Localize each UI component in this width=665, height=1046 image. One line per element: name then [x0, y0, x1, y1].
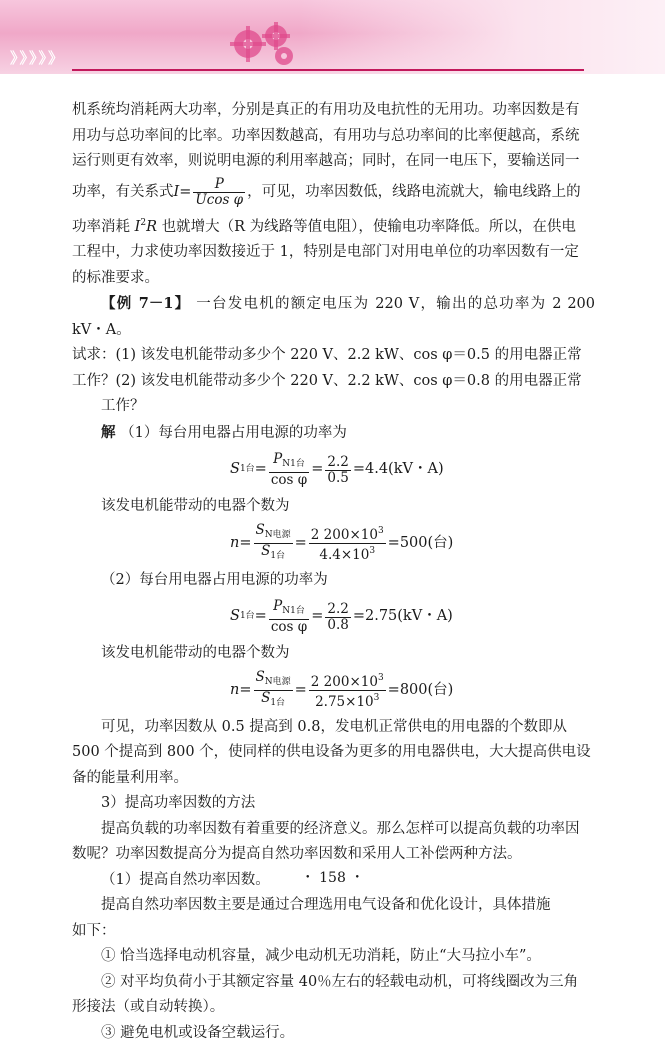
header-chevrons: 》》》》》	[10, 47, 65, 68]
fraction-numerator	[269, 599, 309, 620]
list-item-continued: 形接法（或自动转换）。	[72, 995, 595, 1021]
symbol: S	[256, 669, 265, 685]
fraction-denominator: cos φ	[269, 620, 309, 635]
paragraph-line-with-formula	[72, 175, 595, 211]
formula-4: n = $\frac{S_{N电源}}{S_{1台}}$ = $\frac{2 200\times 10^3}{2.75\times 10^3}$ =800(台)	[72, 667, 595, 715]
symbol: P	[273, 451, 282, 467]
solution-step	[72, 420, 595, 447]
formula-result: =800(台)	[388, 678, 454, 704]
symbol: S	[261, 690, 270, 706]
value: 4.4×10	[319, 547, 369, 563]
example-label: 【例 7－1】	[101, 295, 190, 312]
fraction	[309, 671, 386, 710]
paragraph-line: 该发电机能带动的电器个数为	[72, 641, 595, 667]
current-symbol: I	[135, 219, 141, 235]
superscript: 3	[369, 546, 375, 556]
header-band-fade	[300, 0, 665, 74]
fraction	[269, 452, 309, 488]
text: （1）每台用电器占用电源的功率为	[120, 425, 347, 441]
formula-lhs: n	[230, 678, 239, 704]
subscript: 1台	[240, 457, 255, 483]
subscript: 1台	[240, 604, 255, 630]
current-fraction	[193, 177, 245, 208]
fraction-numerator	[309, 524, 386, 544]
fraction-numerator: P	[193, 177, 245, 193]
formula-lhs: n	[230, 531, 239, 557]
fraction-numerator	[309, 671, 386, 691]
fraction-numerator	[269, 452, 309, 473]
paragraph-line: 用功与总功率间的比率。功率因数越高，有用功与总功率间的比率便越高，系统	[72, 124, 595, 150]
paragraph-line: 运行则更有效率，则说明电源的利用率越高；同时，在同一电压下，要输送同一	[72, 149, 595, 175]
value: 2.75×10	[315, 694, 374, 710]
fraction-denominator	[254, 544, 293, 564]
fraction-denominator: cos φ	[269, 473, 309, 488]
current-symbol: I	[174, 180, 180, 206]
symbol: S	[256, 522, 265, 538]
subscript: 1台	[270, 551, 285, 561]
fraction-numerator	[254, 523, 293, 544]
section-heading: 3）提高功率因数的方法	[72, 791, 595, 817]
superscript: 3	[378, 673, 384, 683]
subscript: N1台	[282, 606, 305, 616]
fraction-denominator	[309, 691, 386, 710]
paragraph-line: 机系统均消耗两大功率，分别是真正的有用功及电抗性的无用功。功率因数是有	[72, 98, 595, 124]
formula-3: S 1台 = $\frac{P_{N1台}}{\text{cos φ}}$ = $\frac{2.2}{0.8}$ =2.75(kV・A)	[72, 593, 595, 641]
solution-label: 解	[101, 424, 116, 441]
subscript: N1台	[282, 459, 305, 469]
paragraph-line: 提高自然功率因数主要是通过合理选用电气设备和优化设计，具体措施	[72, 893, 595, 919]
text: 功率，有关系式	[72, 180, 174, 206]
page-number: ・ 158 ・	[0, 867, 665, 887]
fraction-denominator	[254, 691, 293, 711]
fraction	[254, 523, 293, 564]
list-heading: （1）提高自然功率因数。	[72, 868, 595, 894]
paragraph-line: 的标准要求。	[72, 266, 595, 292]
formula-result: =4.4(kV・A)	[353, 457, 444, 483]
text: 也就增大（R 为线路等值电阻），使输电功率降低。所以，在供电	[157, 219, 576, 235]
fraction	[269, 599, 309, 635]
solution-step: （2）每台用电器占用电源的功率为	[72, 568, 595, 594]
superscript: 3	[374, 693, 380, 703]
fraction	[309, 524, 386, 563]
fraction	[325, 602, 350, 633]
fraction-numerator	[254, 670, 293, 691]
formula-lhs: S	[230, 457, 240, 483]
subscript: 1台	[270, 698, 285, 708]
formula-result: =500(台)	[388, 531, 454, 557]
fraction-numerator: 2.2	[325, 455, 350, 471]
paragraph-line: 数呢？功率因数提高分为提高自然功率因数和采用人工补偿两种方法。	[72, 842, 595, 868]
subscript: N电源	[265, 530, 291, 540]
fraction	[325, 455, 350, 486]
equals: =	[179, 180, 191, 206]
example-line: 工作？	[72, 394, 595, 420]
fraction-denominator: 0.8	[325, 618, 350, 633]
subscript: N电源	[265, 677, 291, 687]
page-content	[72, 98, 595, 1046]
text: ，可见，功率因数低，线路电流就大，输电线路上的	[247, 180, 581, 206]
paragraph-line: 工程中，力求使功率因数接近于 1，特别是电部门对用电单位的功率因数有一定	[72, 240, 595, 266]
fraction-denominator: Ucos φ	[193, 193, 245, 208]
example-line	[72, 291, 595, 343]
symbol: S	[261, 543, 270, 559]
superscript: 2	[140, 218, 146, 228]
resistance-symbol: R	[146, 219, 157, 235]
example-line: 试求：(1) 该发电机能带动多少个 220 V、2.2 kW、cos φ＝0.5 的用电器正常	[72, 343, 595, 369]
formula-1: S 1台 = $\frac{P_{N1台}}{\text{cos φ}}$ = $\frac{2.2}{0.5}$ =4.4(kV・A)	[72, 446, 595, 494]
list-item: ① 恰当选择电动机容量，减少电动机无功消耗，防止“大马拉小车”。	[72, 944, 595, 970]
example-line: 工作？(2) 该发电机能带动多少个 220 V、2.2 kW、cos φ＝0.8 的用电器正常	[72, 369, 595, 395]
header-rule	[72, 69, 584, 71]
fraction-denominator: 0.5	[325, 471, 350, 486]
fraction	[254, 670, 293, 711]
list-item: ③ 避免电机或设备空载运行。	[72, 1021, 595, 1046]
fraction-denominator	[309, 544, 386, 563]
text: 一台发电机的额定电压为 220 V，输出的总功率为 2 200 kV・A。	[72, 296, 595, 338]
text: 功率消耗	[72, 219, 135, 235]
symbol: P	[273, 598, 282, 614]
paragraph-line: 提高负载的功率因数有着重要的经济意义。那么怎样可以提高负载的功率因	[72, 817, 595, 843]
superscript: 3	[378, 526, 384, 536]
formula-result: =2.75(kV・A)	[353, 604, 453, 630]
formula-lhs: S	[230, 604, 240, 630]
paragraph-line: 备的能量利用率。	[72, 766, 595, 792]
paragraph-line: 如下：	[72, 919, 595, 945]
gear-icon	[226, 16, 306, 72]
list-item: ② 对平均负荷小于其额定容量 40％左右的轻载电动机，可将线圈改为三角	[72, 970, 595, 996]
paragraph-line: 500 个提高到 800 个，使同样的供电设备为更多的用电器供电，大大提高供电设	[72, 740, 595, 766]
value: 2 200×10	[311, 674, 378, 690]
paragraph-line: 可见，功率因数从 0.5 提高到 0.8，发电机正常供电的用电器的个数即从	[72, 715, 595, 741]
value: 2 200×10	[311, 527, 378, 543]
paragraph-line	[72, 211, 595, 241]
formula-2: n = $\frac{S_{N电源}}{S_{1台}}$ = $\frac{2 200\times 10^3}{4.4\times 10^3}$ =500(台)	[72, 520, 595, 568]
paragraph-line: 该发电机能带动的电器个数为	[72, 494, 595, 520]
fraction-numerator: 2.2	[325, 602, 350, 618]
